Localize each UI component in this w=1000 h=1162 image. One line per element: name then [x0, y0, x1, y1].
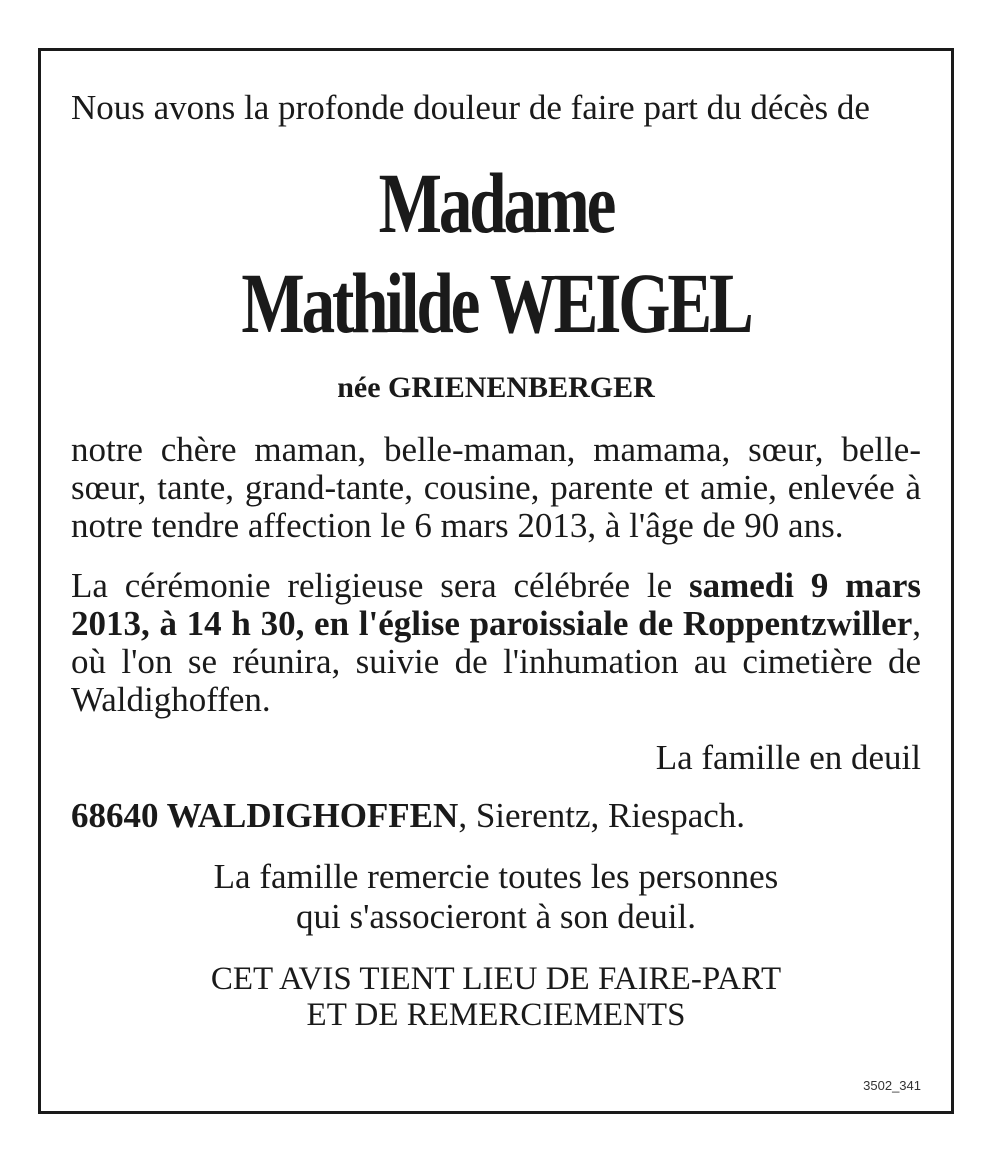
closing-line-1: CET AVIS TIENT LIEU DE FAIRE-PART — [210, 961, 782, 997]
ceremony-intro: La cérémonie religieuse sera célébrée le — [71, 566, 689, 605]
family-signature: La famille en deuil — [655, 738, 921, 777]
maiden-name: née GRIENENBERGER — [337, 371, 655, 404]
title-madame: Madame — [378, 155, 614, 251]
ceremony-burial: , où l'on se réunira, suivie de l'inhumation au cimetière de Waldighoffen. — [71, 604, 921, 719]
reference-code: 3502_341 — [863, 1078, 921, 1093]
ceremony-text — [71, 567, 921, 719]
deceased-name: Mathilde WEIGEL — [241, 255, 751, 351]
thanks-text — [71, 857, 921, 937]
thanks-line-1: La famille remercie toutes les personnes — [213, 857, 779, 896]
obituary-notice — [38, 48, 954, 1114]
ceremony-details: samedi 9 mars 2013, à 14 h 30, en l'église paroissiale de Roppentzwiller — [71, 566, 921, 643]
address-town: 68640 WALDIGHOFFEN — [71, 796, 459, 835]
intro-text: Nous avons la profonde douleur de faire part du décès de — [71, 88, 870, 127]
notice-content — [71, 89, 921, 1033]
closing-line-2: ET DE REMERCIEMENTS — [306, 997, 686, 1033]
thanks-line-2: qui s'associeront à son deuil. — [296, 897, 696, 936]
family-address — [71, 797, 921, 835]
relations-text: notre chère maman, belle-maman, mamama, sœur, belle-sœur, tante, grand-tante, cousine, parente et amie, enlevée à notre tendre affection le 6 mars 2013, à l'âge de 90 ans. — [71, 430, 921, 545]
address-others: , Sierentz, Riespach. — [458, 796, 746, 835]
deceased-name-block — [71, 153, 921, 353]
closing-text — [71, 961, 921, 1033]
